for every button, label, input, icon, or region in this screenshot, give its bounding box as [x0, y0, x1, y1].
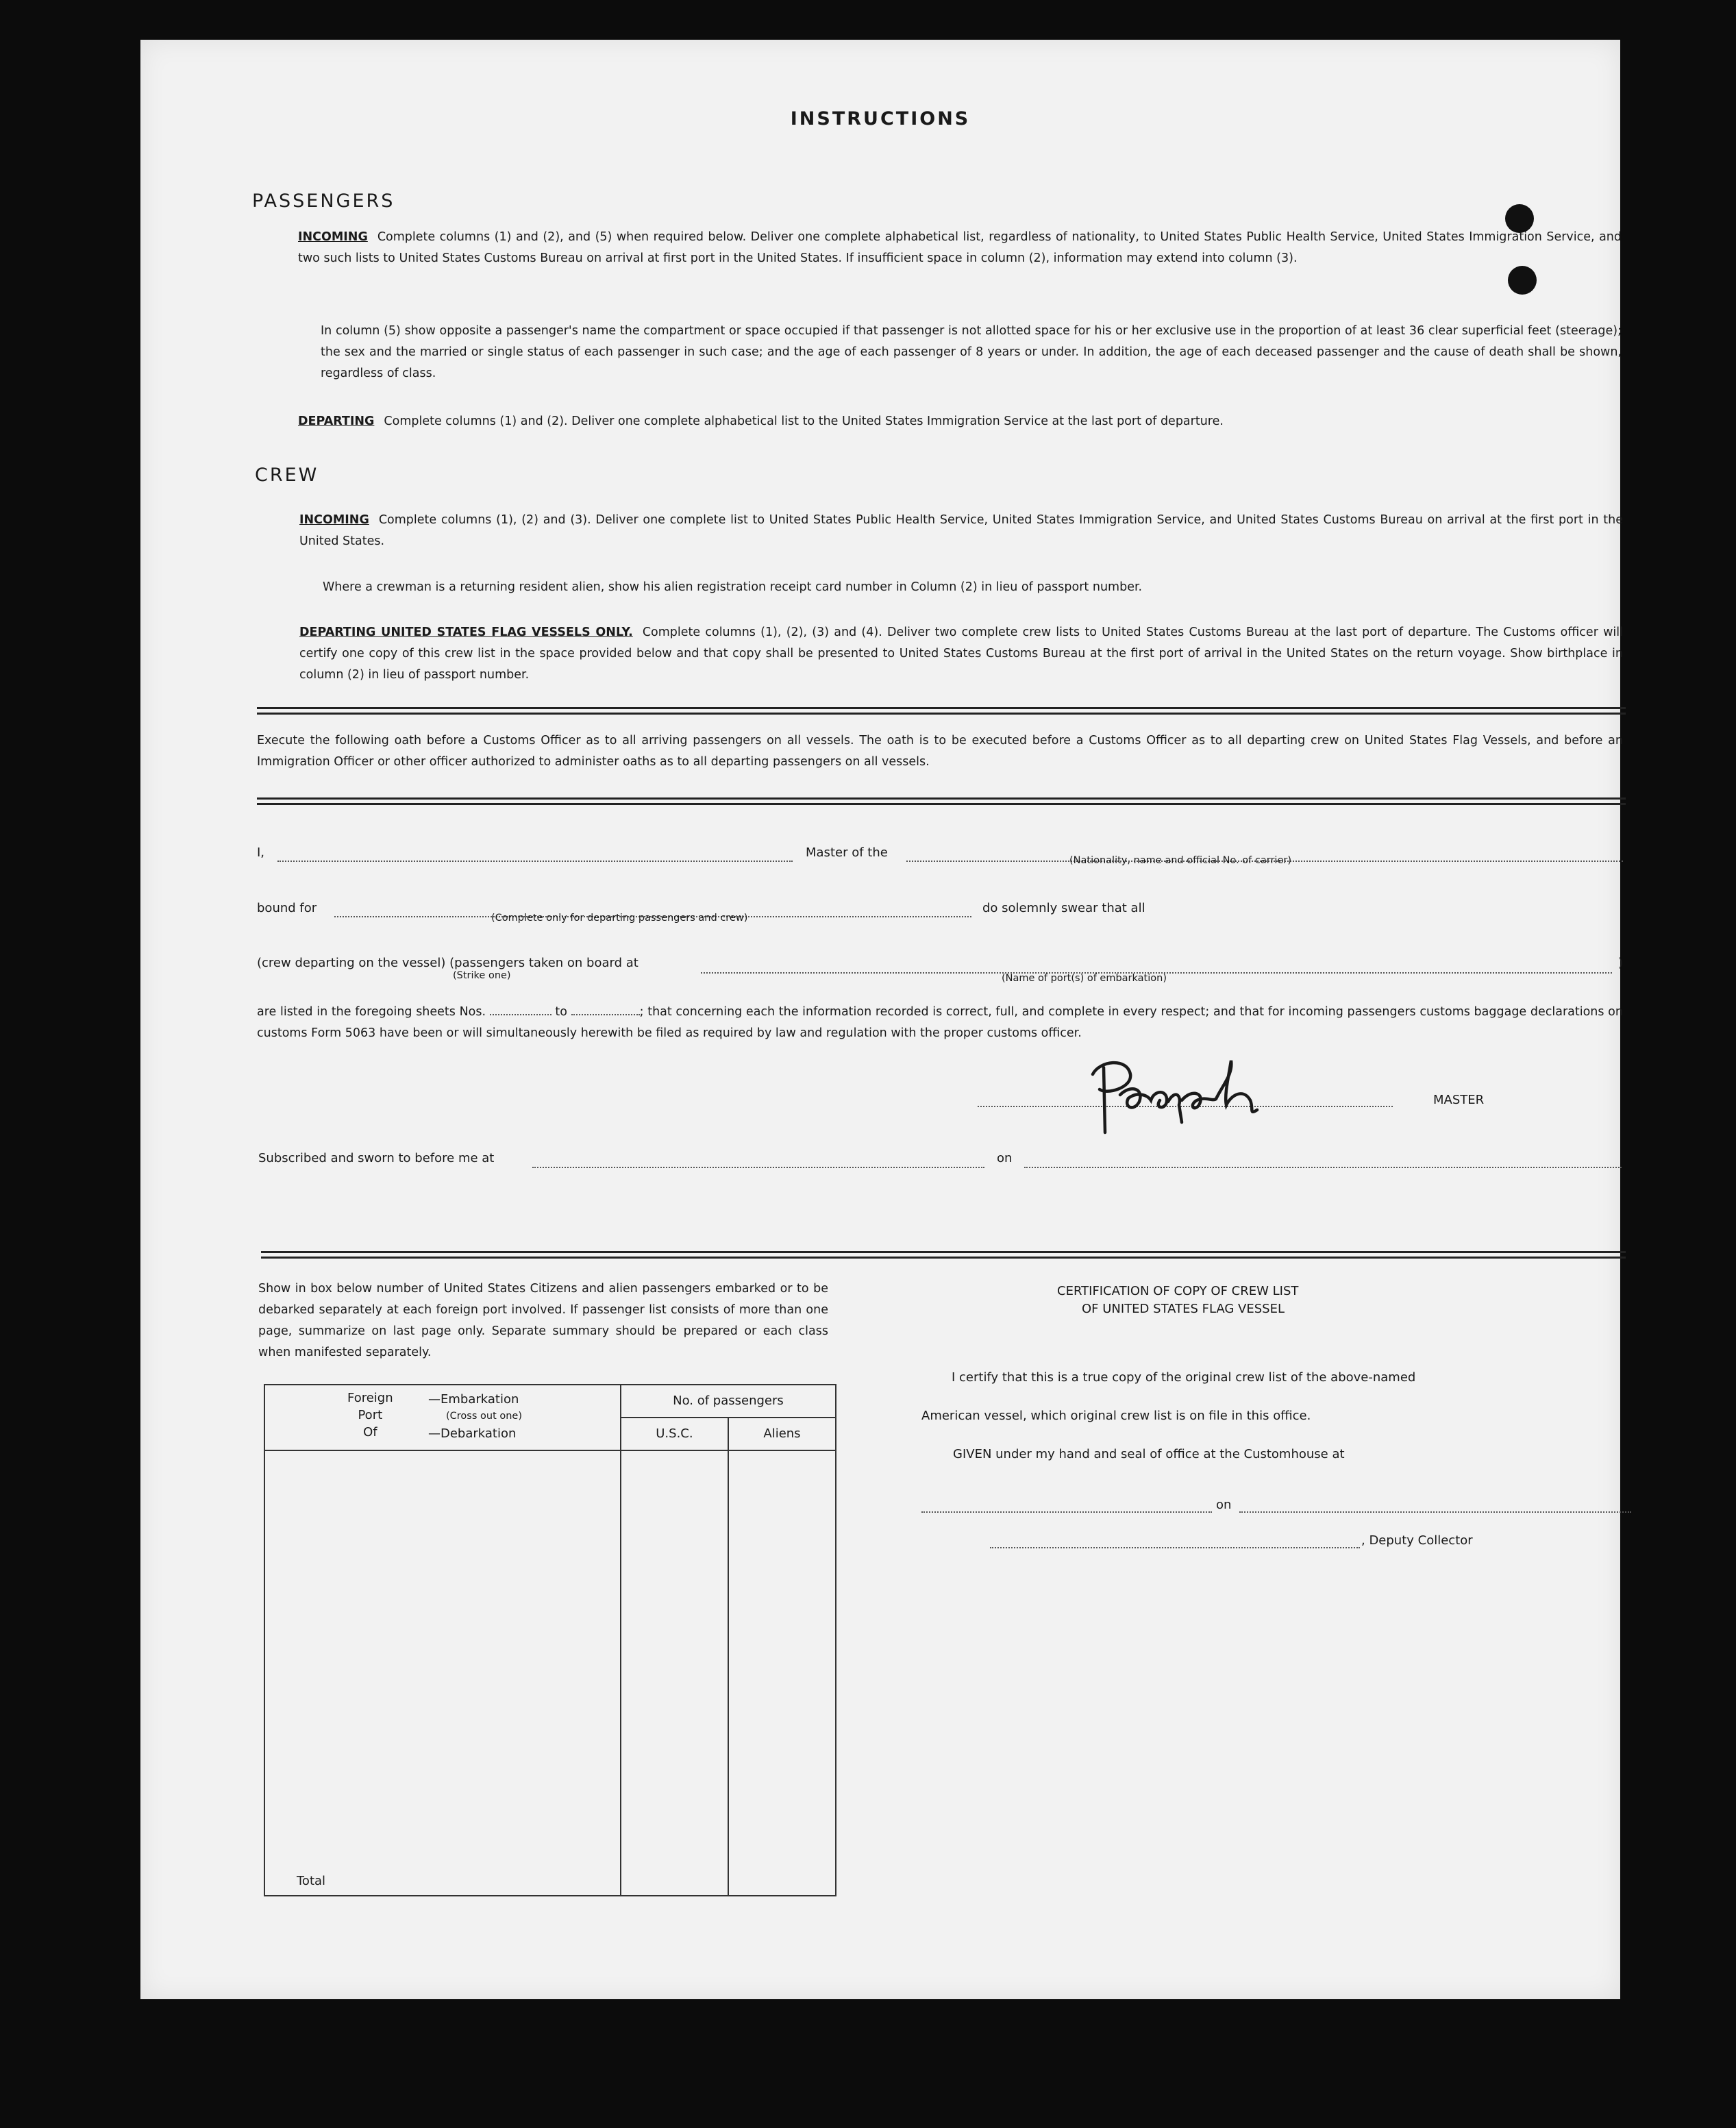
- divider-1b: [257, 713, 1626, 715]
- deputy-collector-field[interactable]: [990, 1547, 1360, 1548]
- crew-departing-text: Complete columns (1), (2), (3) and (4). Deliver two complete crew lists to United States Customs Bureau at the last port of departure. The Customs officer will certify one copy of this crew list in the space provided below and that copy shall be presented to United States Customs Bureau at the first port of arrival in the United States on the return voyage. Show birthplace in column (2) in lieu of passport number.: [299, 626, 1624, 682]
- divider-3a: [261, 1251, 1626, 1253]
- solemnly-swear-label: do solemnly swear that all: [982, 901, 1145, 915]
- master-of-the-label: Master of the: [806, 845, 888, 860]
- aliens-entries-cell[interactable]: [728, 1450, 836, 1896]
- bound-for-label: bound for: [257, 901, 317, 915]
- certification-line-1: I certify that this is a true copy of the original crew list of the above-named: [952, 1370, 1416, 1385]
- certification-date-field[interactable]: [1239, 1511, 1631, 1513]
- crew-resident-paragraph: Where a crewman is a returning resident alien, show his alien registration receipt card number in Column (2) in lieu of passport number.: [323, 580, 1143, 594]
- divider-2b: [257, 803, 1626, 805]
- punch-hole-bottom: [1508, 266, 1537, 295]
- certification-heading-2: OF UNITED STATES FLAG VESSEL: [1082, 1302, 1285, 1316]
- subscribed-on-label: on: [997, 1151, 1013, 1165]
- certification-line-3: GIVEN under my hand and seal of office at the Customhouse at: [953, 1447, 1345, 1461]
- divider-2a: [257, 797, 1626, 800]
- aliens-label: Aliens: [763, 1426, 801, 1441]
- complete-only-caption: (Complete only for departing passengers and crew): [491, 913, 748, 924]
- crew-departing-label: (crew departing on the vessel) (passengers taken on board at: [257, 956, 638, 970]
- master-name-field[interactable]: [277, 861, 793, 862]
- no-passengers-label: No. of passengers: [621, 1385, 835, 1418]
- passengers-departing-label: DEPARTING: [298, 415, 375, 428]
- certification-line-2: American vessel, which original crew list is on file in this office.: [921, 1409, 1311, 1423]
- embarkation-option[interactable]: —Embarkation: [428, 1392, 519, 1407]
- listed-paragraph: are listed in the foregoing sheets Nos. to ; that concerning each the information recorded is correct, full, and complete in every respect; and that for incoming passengers customs baggage declarations on customs Form 5063 have been or will simultaneously herewith be filed as required by law and regulation with the proper customs officer.: [257, 1005, 1623, 1040]
- divider-1a: [257, 707, 1626, 709]
- cross-out-caption: (Cross out one): [446, 1411, 523, 1422]
- subscribed-date-field[interactable]: [1024, 1167, 1622, 1168]
- crew-incoming-label: INCOMING: [299, 513, 369, 527]
- certification-heading-1: CERTIFICATION OF COPY OF CREW LIST: [1057, 1284, 1299, 1298]
- master-label: MASTER: [1433, 1093, 1485, 1107]
- passengers-header-cell: [621, 1385, 836, 1450]
- subscribed-label: Subscribed and sworn to before me at: [258, 1151, 495, 1165]
- deputy-collector-label: , Deputy Collector: [1361, 1533, 1473, 1548]
- page-title: INSTRUCTIONS: [790, 108, 971, 129]
- document-page: [140, 40, 1624, 1999]
- port-header-cell: [264, 1385, 621, 1450]
- crew-departing-label: DEPARTING UNITED STATES FLAG VESSELS ONLY.: [299, 626, 633, 639]
- carrier-caption: (Nationality, name and official No. of carrier): [1069, 855, 1291, 866]
- summary-table: [264, 1384, 836, 1896]
- crew-incoming-text: Complete columns (1), (2) and (3). Deliver one complete list to United States Public Health Service, United States Immigration Service, and United States Customs Bureau on arrival at the first port in the United States.: [299, 513, 1623, 548]
- usc-label: U.S.C.: [621, 1418, 729, 1450]
- passengers-incoming-label: INCOMING: [298, 230, 368, 244]
- crew-departing-paragraph: [299, 622, 1623, 686]
- foreign-port-of-label: Foreign Port Of: [347, 1391, 393, 1439]
- passengers-heading: PASSENGERS: [252, 190, 395, 212]
- sheet-to-field[interactable]: [571, 1014, 640, 1015]
- passengers-departing-text: Complete columns (1) and (2). Deliver one complete alphabetical list to the United States Immigration Service at the last port of departure.: [384, 415, 1224, 428]
- ports-caption: (Name of port(s) of embarkation): [1002, 973, 1167, 984]
- passengers-incoming-paragraph: [298, 227, 1622, 269]
- passengers-incoming-text: Complete columns (1) and (2), and (5) when required below. Deliver one complete alphabetical list, regardless of nationality, to United States Public Health Service, United States Immigration Service, and two such lists to United States Customs Bureau on arrival at first port in the United States. If insufficient space in column (2), information may extend into column (3).: [298, 230, 1622, 265]
- column5-paragraph: In column (5) show opposite a passenger's name the compartment or space occupied if that passenger is not allotted space for his or her exclusive use in the proportion of at least 36 clear superficial feet (steerage); the sex and the married or single status of each passenger in such case; and the age of each passenger of 8 years or under. In addition, the age of each deceased passenger and the cause of death shall be shown, regardless of class.: [321, 324, 1622, 380]
- certification-on-label: on: [1216, 1498, 1232, 1512]
- passengers-departing-paragraph: [298, 411, 1622, 432]
- oath-intro: Execute the following oath before a Customs Officer as to all arriving passengers on all vessels. The oath is to be executed before a Customs Officer as to all departing crew on United States Flag Vessels, and before an Immigration Officer or other officer authorized to administer oaths as to all departing passengers on all vessels.: [257, 734, 1623, 769]
- subscribed-place-field[interactable]: [532, 1167, 984, 1168]
- oath-i-label: I,: [257, 845, 265, 860]
- master-signature: [1079, 1047, 1298, 1136]
- crew-heading: CREW: [255, 465, 319, 486]
- usc-entries-cell[interactable]: [621, 1450, 728, 1896]
- divider-3b: [261, 1257, 1626, 1259]
- total-label: Total: [297, 1874, 326, 1888]
- sheet-from-field[interactable]: [490, 1014, 551, 1015]
- close-paren: ): [1618, 956, 1624, 970]
- summary-instructions: Show in box below number of United States Citizens and alien passengers embarked or to be debarked separately at each foreign port involved. If passenger list consists of more than one page, summarize on last page only. Separate summary should be prepared or each class when manifested separately.: [258, 1282, 828, 1359]
- strike-one-caption: (Strike one): [453, 970, 511, 981]
- customhouse-field[interactable]: [921, 1511, 1212, 1513]
- port-entries-cell[interactable]: [264, 1450, 621, 1896]
- debarkation-option[interactable]: —Debarkation: [428, 1426, 517, 1441]
- crew-incoming-paragraph: [299, 510, 1623, 552]
